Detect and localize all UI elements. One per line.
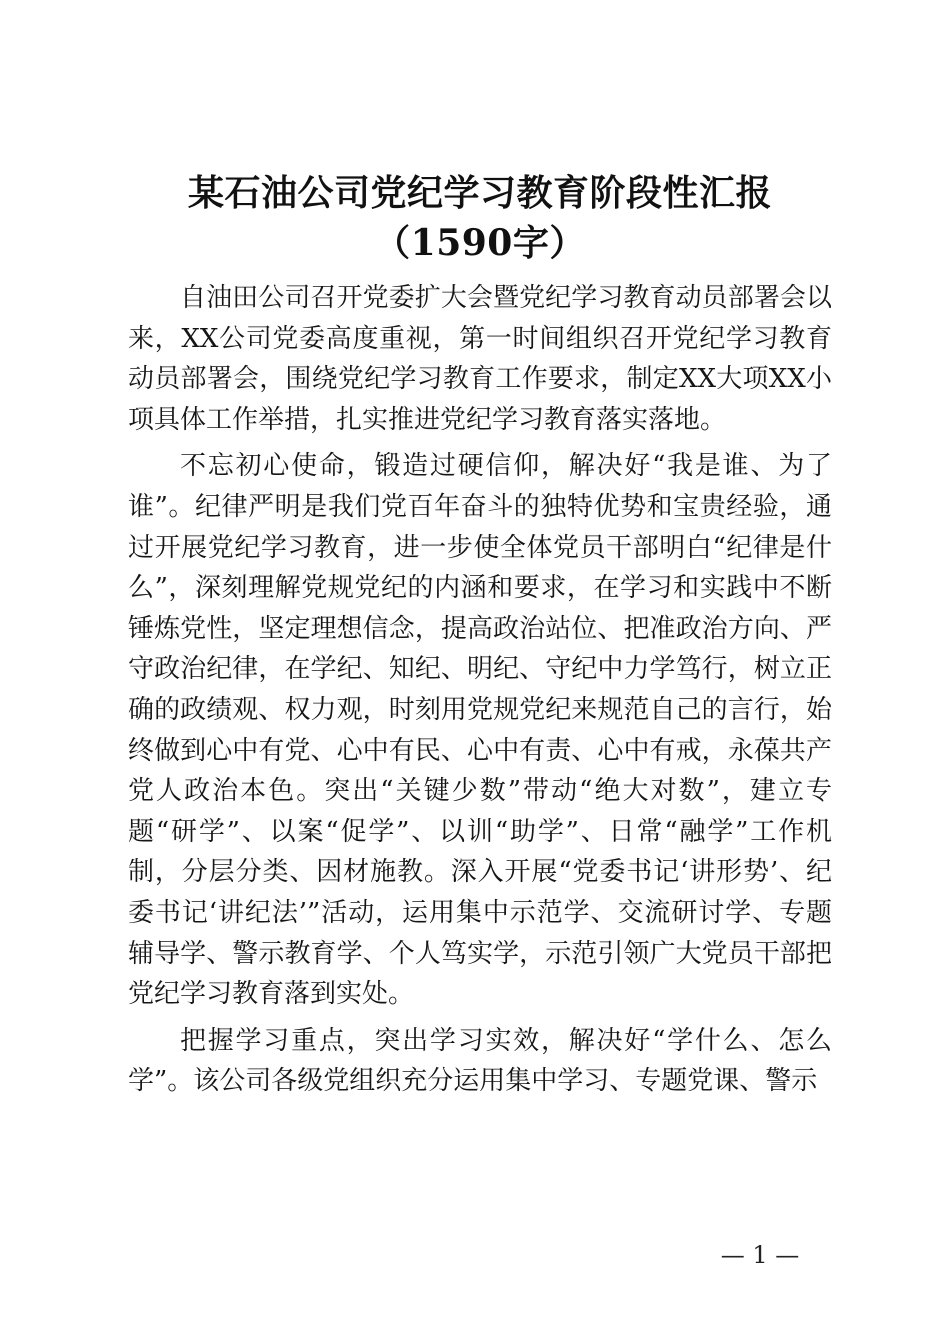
document-body (128, 278, 832, 1108)
page-number: — 1 — (720, 1241, 800, 1269)
body-paragraph-2: 不忘初心使命，锻造过硬信仰，解决好“我是谁、为了谁”。纪律严明是我们党百年奋斗的独特优势和宝贵经验，通过开展党纪学习教育，进一步使全体党员干部明白“纪律是什么”，深刻理解党规党纪的内涵和要求，在学习和实践中不断锤炼党性，坚定理想信念，提高政治站位、把准政治方向、严守政治纪律，在学纪、知纪、明纪、守纪中力学笃行，树立正确的政绩观、权力观，时刻用党规党纪来规范自己的言行，始终做到心中有党、心中有民、心中有责、心中有戒，永葆共产党人政治本色。突出“关键少数”带动“绝大对数”，建立专题“研学”、以案“促学”、以训“助学”、日常“融学”工作机制，分层分类、因材施教。深入开展“党委书记‘讲形势’、纪委书记‘讲纪法’”活动，运用集中示范学、交流研讨学、专题辅导学、警示教育学、个人笃实学，示范引领广大党员干部把党纪学习教育落到实处。 (128, 451, 832, 1010)
body-paragraph-3: 把握学习重点，突出学习实效，解决好“学什么、怎么学”。该公司各级党组织充分运用集中学习、专题党课、警示 (128, 1025, 832, 1097)
body-paragraph-1: 自油田公司召开党委扩大会暨党纪学习教育动员部署会以来，XX公司党委高度重视，第一时间组织召开党纪学习教育动员部署会，围绕党纪学习教育工作要求，制定XX大项XX小项具体工作举措，扎实推进党纪学习教育落实落地。 (128, 283, 832, 435)
document-title: 某石油公司党纪学习教育阶段性汇报（1590字） (187, 172, 772, 264)
